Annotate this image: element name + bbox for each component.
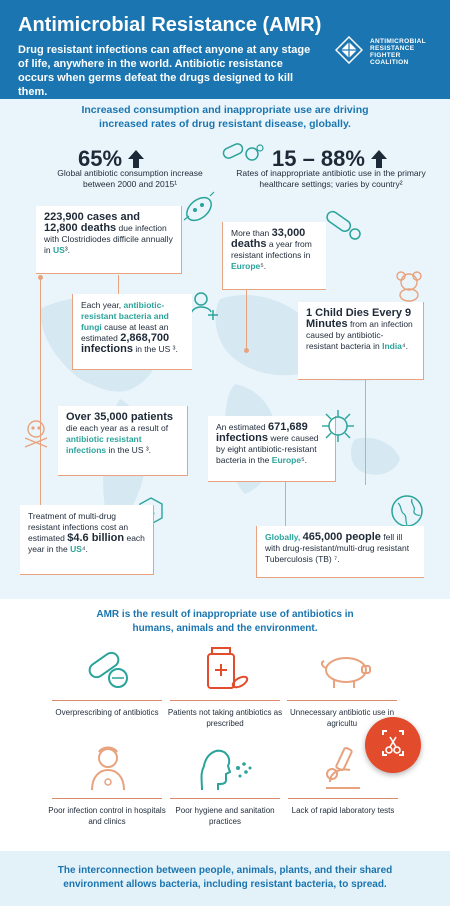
europe-ref: ⁵. (260, 261, 267, 271)
tb-highlight: Globally, (265, 532, 301, 542)
cause-label: Lack of rapid laboratory tests (291, 806, 395, 815)
cost-stat: $4.6 billion (67, 532, 125, 544)
patients-highlight: antibiotic resistant infections (66, 434, 142, 455)
divider (170, 798, 280, 799)
card-tb (256, 526, 424, 578)
connector-line (118, 275, 119, 295)
stat-consumption-value: 65% (78, 146, 144, 172)
capsule-icon (322, 206, 362, 242)
connector-dot (38, 275, 43, 280)
eu-inf-pre: An estimated (216, 422, 266, 432)
cdiff-location: US (53, 245, 65, 255)
divider (52, 798, 162, 799)
cost-location: US (70, 544, 82, 554)
cost-ref: ⁴. (81, 544, 88, 554)
pills-icon (82, 648, 132, 692)
pig-icon (318, 652, 374, 690)
europe-text: a year from resistant infections in (231, 239, 312, 260)
tb-text: fell ill with drug-resistant/multi-drug resistant Tuberculosis (TB) ⁷. (265, 532, 410, 564)
india-text: from an infection caused by antibiotic-resistant bacteria in (306, 319, 413, 351)
globe-icon (390, 494, 424, 528)
card-patients (58, 406, 188, 476)
patients-end: in the US ³. (108, 445, 152, 455)
cause-label: Poor infection control in hospitals and clinics (48, 806, 166, 826)
cause-label: Poor hygiene and sanitation practices (175, 806, 275, 826)
cause-item (42, 798, 172, 827)
card-india (298, 302, 424, 380)
patients-stat: Over 35,000 patients (66, 411, 174, 423)
cause-item (160, 798, 290, 827)
divider (287, 700, 397, 701)
microscope-icon (320, 744, 366, 792)
virus-icon (320, 408, 356, 444)
tb-stat: 465,000 people (302, 531, 381, 543)
eu-inf-text: were caused by eight antibiotic-resistant bacteria in the (216, 433, 319, 465)
causes-title: AMR is the result of inappropriate use of antibiotics in humans, animals and the environment. (96, 609, 354, 634)
divider (170, 700, 280, 701)
stat-inappropriate-value: 15 – 88% (272, 146, 387, 172)
us-mid: cause at least an estimated (81, 322, 169, 343)
cause-label: Unnecessary antibiotic use in agricultu (289, 708, 395, 728)
divider (52, 700, 162, 701)
eu-inf-stat: 671,689 infections (216, 421, 308, 444)
india-stat: 1 Child Dies Every 9 Minutes (306, 307, 412, 330)
cause-item (42, 700, 172, 718)
card-us-infections (72, 294, 192, 370)
connector-line (365, 375, 366, 485)
cause-item (160, 700, 290, 729)
page-subtitle: Drug resistant infections can affect anyone at any stage of life, anywhere in the world. Antibiotic resistance occurs when germs defeat the drugs designed to kill them. (18, 44, 311, 98)
eu-inf-location: Europe (271, 455, 302, 465)
connector-dot (244, 348, 249, 353)
us-stat: 2,868,700 infections (81, 332, 170, 355)
bacteria-icon (180, 190, 218, 228)
patients-text: die each year as a result of (66, 423, 169, 433)
header (0, 0, 450, 99)
arrow-up-icon (128, 150, 144, 168)
europe-stat: 33,000 deaths (231, 227, 306, 250)
pills-icon (222, 142, 264, 164)
scissors-crop-icon (365, 717, 421, 773)
europe-location: Europe (231, 261, 261, 271)
card-cost (20, 505, 154, 575)
us-highlight: antibiotic-resistant bacteria and fungi (81, 300, 169, 332)
coalition-logo-icon (335, 36, 363, 64)
page-title: Antimicrobial Resistance (AMR) (18, 14, 322, 36)
india-location: India (382, 341, 402, 351)
india-ref: ⁴. (401, 341, 408, 351)
sneeze-icon (196, 744, 254, 792)
medicine-bottle-icon (200, 646, 250, 692)
cost-text: each year in the (28, 533, 145, 554)
card-cdiff (36, 206, 182, 274)
divider (288, 798, 398, 799)
connector-line (246, 290, 247, 350)
connector-line (40, 275, 41, 505)
skull-icon (22, 418, 50, 448)
teddy-bear-icon (392, 268, 426, 302)
europe-pre: More than (231, 228, 270, 238)
cost-pre: Treatment of multi-drug resistant infections cost an estimated (28, 511, 129, 543)
footer-text: The interconnection between people, animals, plants, and their shared environment allows bacteria, including resistant bacteria, to spread. (57, 865, 393, 890)
card-europe-deaths (222, 222, 326, 290)
cdiff-text: due infection with Clostridiodes difficile annually in (44, 223, 173, 255)
person-add-icon (188, 290, 220, 322)
stat-inappropriate-text: Rates of inappropriate antibiotic use in the primary healthcare settings; varies by country² (236, 168, 426, 189)
cause-item (278, 798, 408, 816)
eu-inf-ref: ⁵. (301, 455, 307, 465)
cdiff-ref: ³. (64, 245, 71, 255)
stat-consumption-text: Global antibiotic consumption increase between 2000 and 2015¹ (57, 168, 203, 189)
us-end: in the US ³. (135, 344, 178, 354)
intro-text: Increased consumption and inappropriate use are driving increased rates of drug resistant disease, globally. (81, 104, 369, 130)
screenshot-fab-button[interactable] (365, 717, 421, 773)
nurse-icon (88, 744, 128, 792)
cause-label: Patients not taking antibiotics as prescribed (167, 708, 283, 728)
arrow-up-icon (371, 150, 387, 168)
cause-label: Overprescribing of antibiotics (55, 708, 159, 717)
us-pre: Each year, (81, 300, 122, 310)
cdiff-stat: 223,900 cases and 12,800 deaths (44, 211, 141, 234)
card-europe-infections (208, 416, 336, 482)
logo-text: ANTIMICROBIAL RESISTANCE FIGHTER COALITION (370, 38, 426, 66)
